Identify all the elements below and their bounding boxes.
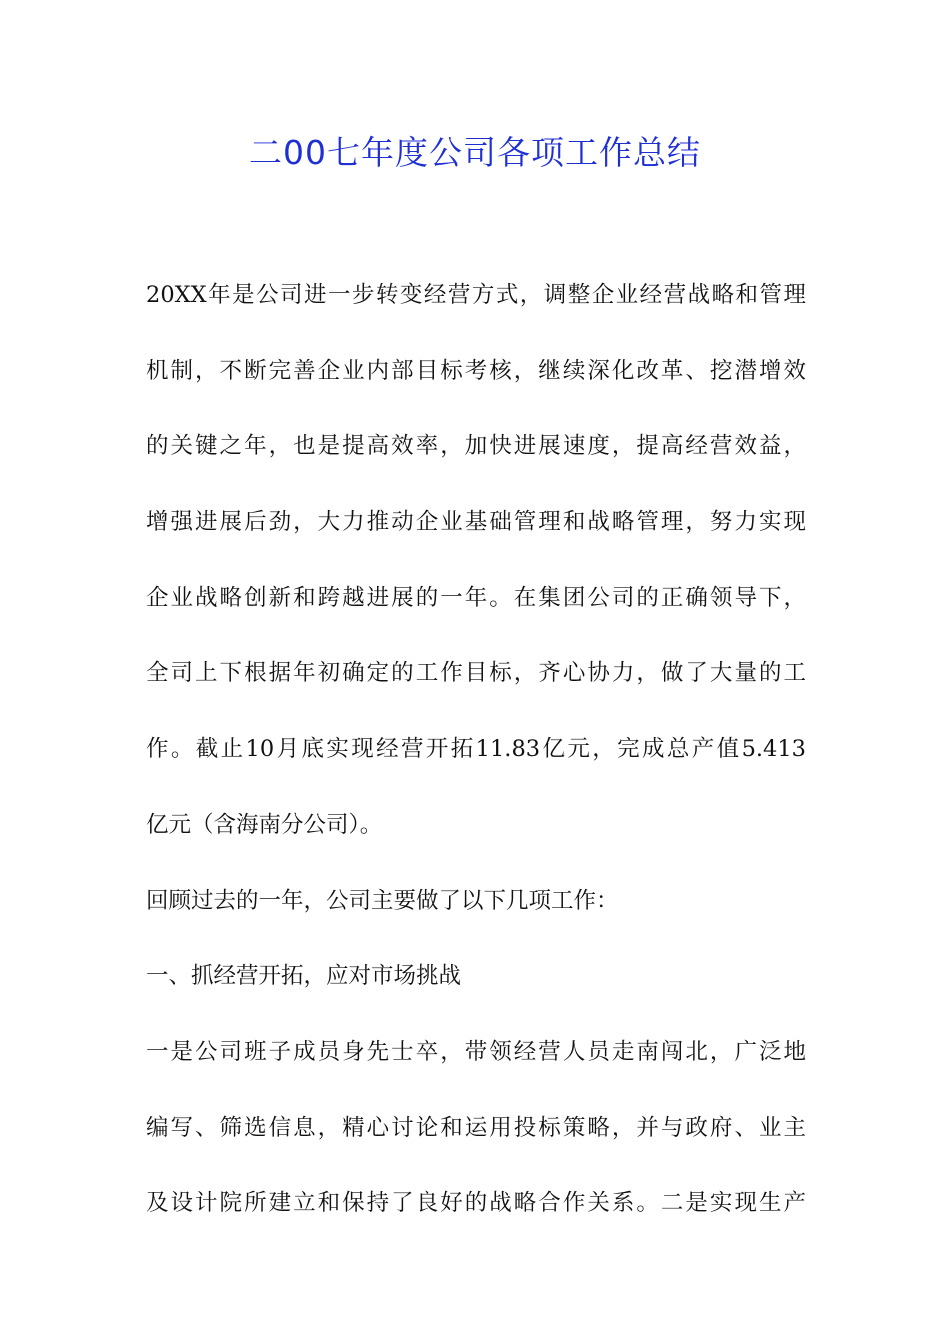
section-heading: 一、抓经营开拓，应对市场挑战 — [146, 963, 462, 990]
paragraph-line: 企业战略创新和跨越进展的一年。在集团公司的正确领导下， — [146, 584, 806, 611]
paragraph-line: 的关键之年，也是提高效率，加快进展速度，提高经营效益， — [146, 433, 806, 460]
paragraph-line: 增强进展后劲，大力推动企业基础管理和战略管理，努力实现 — [146, 509, 806, 536]
paragraph-line: 全司上下根据年初确定的工作目标，齐心协力，做了大量的工 — [146, 660, 806, 687]
paragraph-line: 作。截止10月底实现经营开拓11.83亿元，完成总产值5.413 — [146, 736, 806, 763]
paragraph-line: 一是公司班子成员身先士卒，带领经营人员走南闯北，广泛地 — [146, 1038, 806, 1065]
paragraph-line: 及设计院所建立和保持了良好的战略合作关系。二是实现生产 — [146, 1190, 806, 1217]
paragraph-line: 亿元（含海南分公司）。 — [146, 811, 383, 838]
paragraph-line: 20XX年是公司进一步转变经营方式，调整企业经营战略和管理 — [146, 282, 806, 308]
paragraph-line: 回顾过去的一年，公司主要做了以下几项工作： — [146, 887, 619, 914]
paragraph-line: 机制，不断完善企业内部目标考核，继续深化改革、挖潜增效 — [146, 357, 806, 384]
document-title: 二00七年度公司各项工作总结 — [249, 133, 701, 172]
document-body — [146, 258, 806, 1242]
paragraph-line: 编写、筛选信息，精心讨论和运用投标策略，并与政府、业主 — [146, 1114, 806, 1141]
